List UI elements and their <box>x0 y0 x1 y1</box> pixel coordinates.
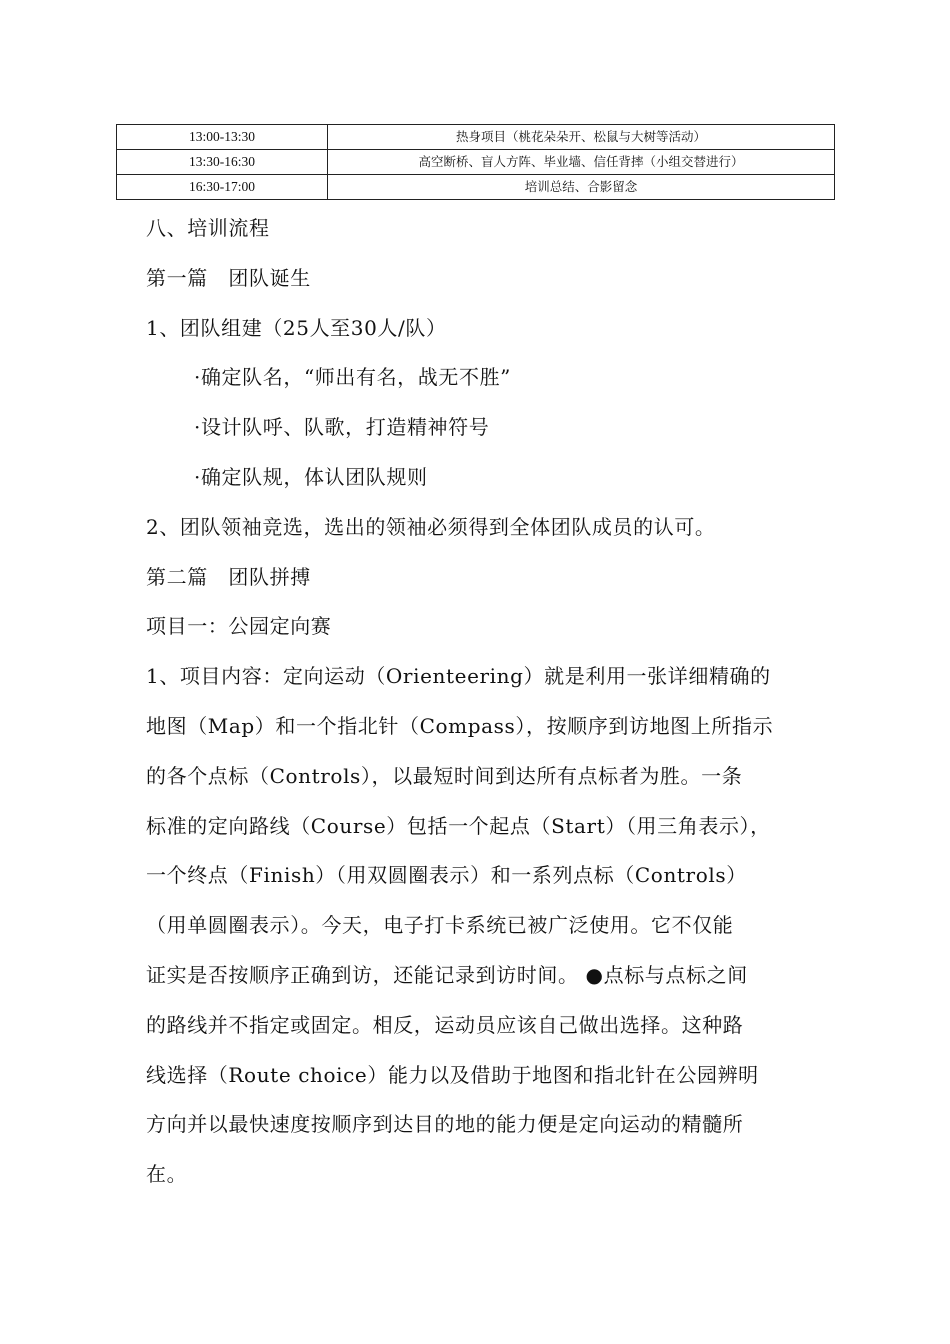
list-item: 2、团队领袖竞选，选出的领袖必须得到全体团队成员的认可。 <box>146 514 716 539</box>
table-row <box>117 125 835 150</box>
project-title: 项目一：公园定向赛 <box>146 614 332 639</box>
bullet-item: ·设计队呼、队歌，打造精神符号 <box>194 415 490 440</box>
list-item: 1、团队组建（25人至30人/队） <box>146 315 447 340</box>
time-cell: 13:30-16:30 <box>117 150 328 175</box>
bullet-item: ·确定队名，“师出有名，战无不胜” <box>194 365 512 390</box>
paragraph-line: 方向并以最快速度按顺序到达目的地的能力便是定向运动的精髓所 <box>146 1112 744 1137</box>
time-cell: 16:30-17:00 <box>117 175 328 200</box>
paragraph-line: 标准的定向路线（Course）包括一个起点（Start）（用三角表示）， <box>146 813 771 838</box>
paragraph-line: （用单圆圈表示）。今天，电子打卡系统已被广泛使用。它不仅能 <box>146 913 734 938</box>
bullet-item: ·确定队规，体认团队规则 <box>194 464 428 489</box>
part-heading: 第一篇 团队诞生 <box>146 265 311 290</box>
document-body <box>146 204 826 1200</box>
activity-cell: 热身项目（桃花朵朵开、松鼠与大树等活动） <box>328 125 835 150</box>
part-heading: 第二篇 团队拼搏 <box>146 564 311 589</box>
paragraph-line: 在。 <box>146 1162 188 1187</box>
paragraph-line: 证实是否按顺序正确到访，还能记录到访时间。 ●点标与点标之间 <box>146 962 748 987</box>
activity-cell: 培训总结、合影留念 <box>328 175 835 200</box>
table-row <box>117 150 835 175</box>
paragraph-line: 一个终点（Finish）（用双圆圈表示）和一系列点标（Controls） <box>146 863 747 888</box>
paragraph-line: 线选择（Route choice）能力以及借助于地图和指北针在公园辨明 <box>146 1062 759 1087</box>
paragraph-line: 的路线并不指定或固定。相反，运动员应该自己做出选择。这种路 <box>146 1012 744 1037</box>
schedule-table <box>116 124 835 200</box>
table-row <box>117 175 835 200</box>
paragraph-line: 1、项目内容：定向运动（Orienteering）就是利用一张详细精确的 <box>146 664 771 689</box>
section-heading: 八、培训流程 <box>146 216 270 240</box>
time-cell: 13:00-13:30 <box>117 125 328 150</box>
activity-cell: 高空断桥、盲人方阵、毕业墙、信任背摔（小组交替进行） <box>328 150 835 175</box>
paragraph-line: 的各个点标（Controls），以最短时间到达所有点标者为胜。一条 <box>146 763 743 788</box>
paragraph-line: 地图（Map）和一个指北针（Compass），按顺序到访地图上所指示 <box>146 713 774 738</box>
